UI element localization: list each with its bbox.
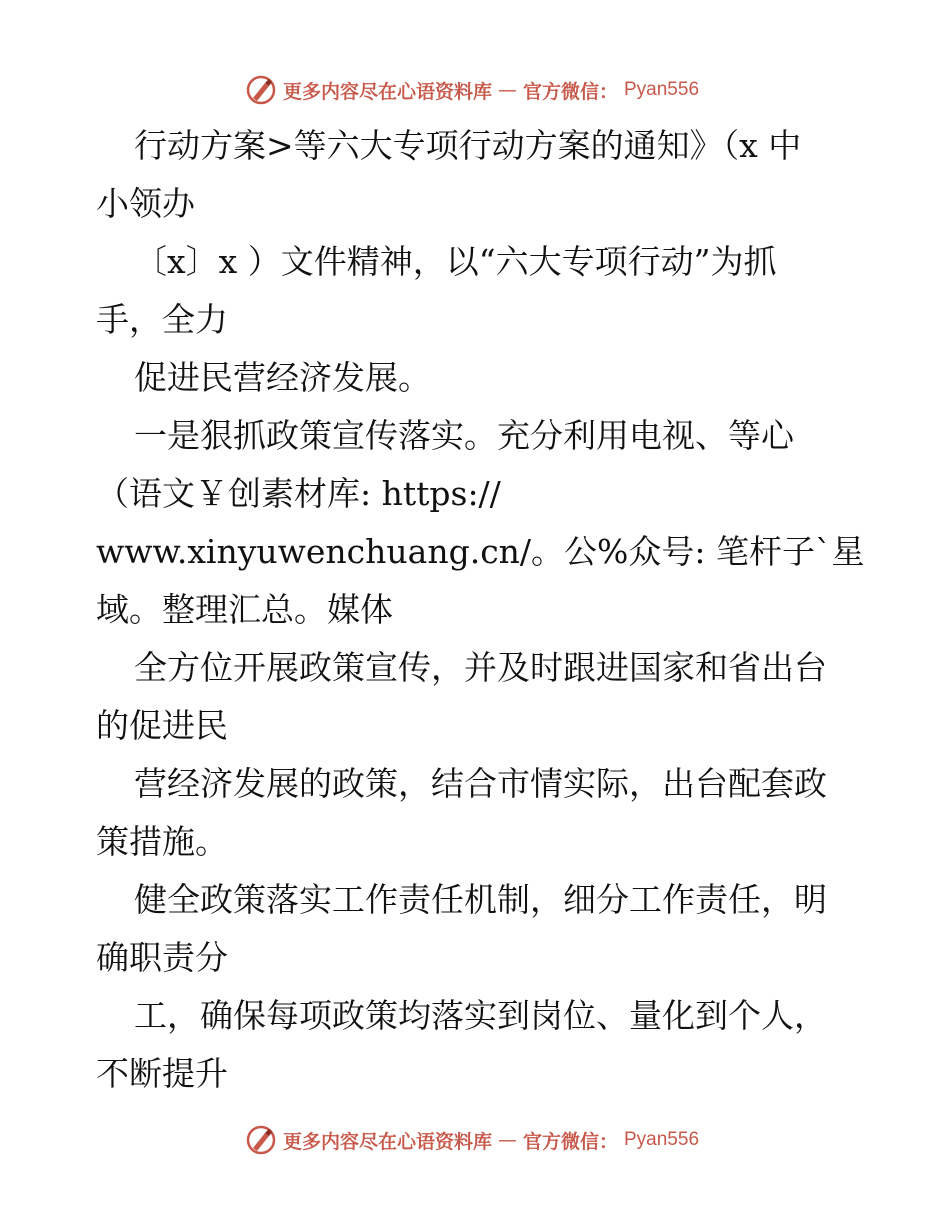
footer-banner-account: Pyan556 (624, 1129, 700, 1150)
header-banner (0, 70, 950, 110)
body-line: 促进民营经济发展。 (134, 358, 431, 397)
footer-banner-content (245, 1124, 699, 1156)
body-line: 工，确保每项政策均落实到岗位、量化到个人， (134, 996, 827, 1035)
body-line: 全方位开展政策宣传，并及时跟进国家和省出台 (134, 648, 827, 687)
footer-banner-title: 更多内容尽在心语资料库 (282, 1130, 492, 1153)
header-banner-account: Pyan556 (624, 79, 700, 100)
body-line: 小领办 (96, 184, 195, 223)
body-line: （语文￥创素材库: https:// (96, 474, 501, 513)
body-line: 一是狠抓政策宣传落实。充分利用电视、等心 (134, 416, 794, 455)
body-line: 确职责分 (96, 938, 228, 977)
header-banner-content (245, 74, 699, 106)
body-line: 行动方案>等六大专项行动方案的通知》（x 中 (134, 126, 802, 165)
body-line: 的促进民 (96, 706, 228, 745)
pen-logo-icon (245, 1124, 277, 1156)
footer-banner-wechat-label: 官方微信： (522, 1130, 618, 1153)
header-banner-title: 更多内容尽在心语资料库 (282, 80, 492, 103)
pen-logo-icon (245, 74, 277, 106)
body-line: 健全政策落实工作责任机制，细分工作责任，明 (134, 880, 827, 919)
footer-banner (0, 1120, 950, 1160)
body-line: 策措施。 (96, 822, 228, 861)
body-line: 域。整理汇总。媒体 (96, 590, 393, 629)
header-banner-separator: — (497, 79, 517, 101)
body-line: www.xinyuwenchuang.cn/。公%众号: 笔杆子`星 (96, 532, 865, 571)
body-line: 手，全力 (96, 300, 228, 339)
header-banner-wechat-label: 官方微信： (522, 80, 618, 103)
body-line: 营经济发展的政策，结合市情实际，出台配套政 (134, 764, 827, 803)
document-body (96, 117, 866, 1103)
body-line: 〔x〕x ）文件精神，以“六大专项行动”为抓 (134, 242, 777, 281)
body-line: 不断提升 (96, 1054, 228, 1093)
footer-banner-separator: — (497, 1129, 517, 1151)
